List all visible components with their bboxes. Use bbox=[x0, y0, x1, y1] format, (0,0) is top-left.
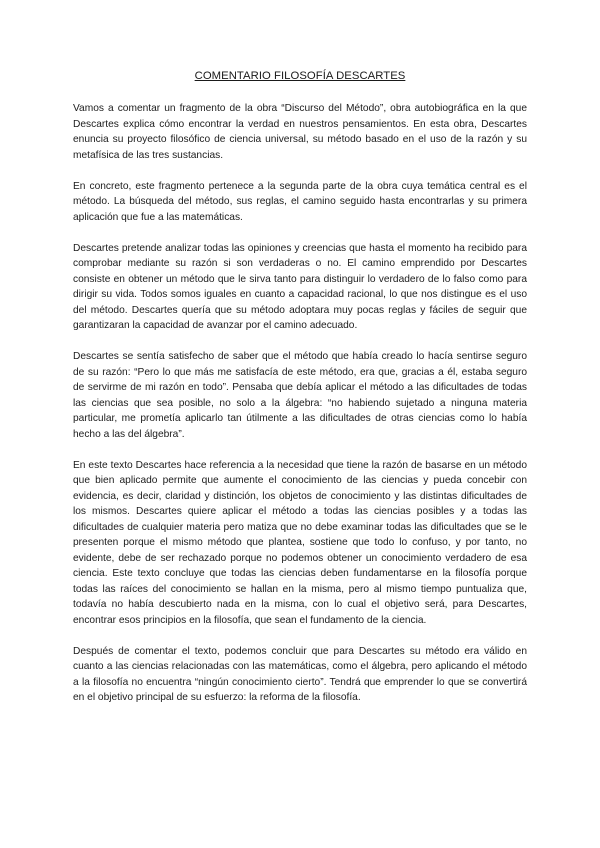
paragraph-satisfaccion-metodo: Descartes se sentía satisfecho de saber que el método que había creado lo hacía sentirse seguro de su razón: “Pero lo que más me satisfacía de este método, era que, gracias a él, estaba seguro de servirme de mi razón en todo”. Pensaba que debía aplicar el método a las dificultades de todas las ciencias que sea posible, no solo a la álgebra: “no habiendo sujetado a ninguna materia particular, me prometía aplicarlo tan útilmente a las dificultades de otras ciencias como lo había hecho a las del álgebra”. bbox=[73, 351, 527, 440]
document-title: COMENTARIO FILOSOFÍA DESCARTES bbox=[194, 70, 406, 82]
document-body bbox=[73, 101, 527, 721]
paragraph-contexto: En concreto, este fragmento pertenece a la segunda parte de la obra cuya temática central es el método. La búsqueda del método, sus reglas, el camino seguido hasta encontrarlas y su primera aplicación que fue a las matemáticas. bbox=[73, 180, 527, 223]
paragraph-introduccion: Vamos a comentar un fragmento de la obra “Discurso del Método”, obra autobiográfica en la que Descartes explica cómo encontrar la verdad en nuestros pensamientos. En esta obra, Descartes enuncia su proyecto filosófico de ciencia universal, su método basado en el uso de la razón y su metafísica de las tres sustancias. bbox=[73, 103, 527, 161]
paragraph-conclusion: Después de comentar el texto, podemos concluir que para Descartes su método era válido en cuanto a las ciencias relacionadas con las matemáticas, como el álgebra, pero aplicando el método a la filosofía no encuentra “ningún conocimiento cierto”. Tendrá que emprender lo que se convertirá en el objetivo principal de su esfuerzo: la reforma de la filosofía. bbox=[73, 645, 527, 703]
paragraph-necesidad-metodo: En este texto Descartes hace referencia a la necesidad que tiene la razón de basarse en un método que bien aplicado permite que aumente el conocimiento de las ciencias y pueda concebir con evidencia, es decir, claridad y distinción, los objetos de conocimiento y las distintas dificultades de los mismos. Descartes quiere aplicar el método a todas las ciencias posibles y a todas las dificultades de cualquier materia pero matiza que no debe examinar todas las dificultades que se le presenten porque el mismo método que plantea, sostiene que todo lo confuso, y por tanto, no evidente, debe de ser rechazado porque no podemos obtener un conocimiento verdadero de esa ciencia. Este texto concluye que todas las ciencias deben fundamentarse en la filosofía porque todas las raíces del conocimiento se hallan en la misma, pero al mismo tiempo puntualiza que, todavía no había descubierto nada en la misma, con lo cual el objetivo será, para Descartes, encontrar esos principios en la filosofía, que sean el fundamento de la ciencia. bbox=[73, 459, 527, 626]
paragraph-analisis-opiniones: Descartes pretende analizar todas las opiniones y creencias que hasta el momento ha recibido para comprobar mediante su razón si son verdaderas o no. El camino emprendido por Descartes consiste en obtener un método que le sirva tanto para distinguir lo verdadero de lo falso como para dirigir su vida. Todos somos iguales en cuanto a capacidad racional, lo que nos distingue es el uso del método. Descartes quería que su método adoptara muy pocas reglas y fáciles de seguir que garantizaran la capacidad de avanzar por el camino adecuado. bbox=[73, 242, 527, 331]
